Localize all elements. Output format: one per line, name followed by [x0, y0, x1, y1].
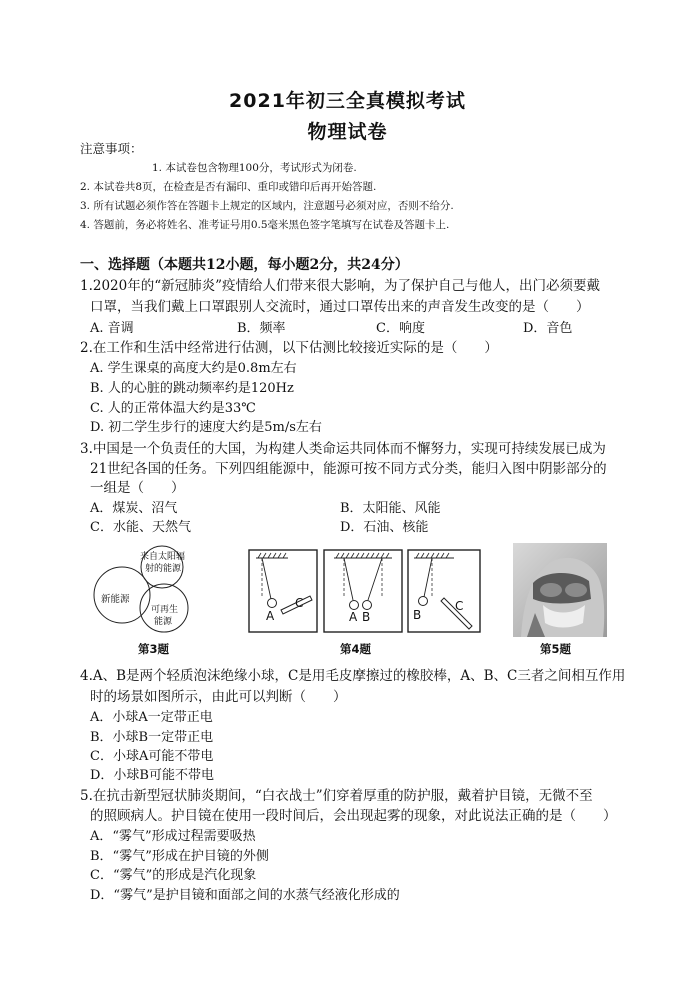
- venn-label-solar-2: 射的能源: [145, 564, 182, 574]
- q3-line-3: 一组是（ ）: [90, 480, 185, 496]
- q2-option-c: C. 人的正常体温大约是33℃: [90, 401, 256, 416]
- q4-option-c: C．小球A可能不带电: [90, 749, 214, 764]
- q2-option-a: A. 学生课桌的高度大约是0.8m左右: [90, 361, 297, 376]
- q3-option-c: C．水能、天然气: [90, 520, 191, 535]
- q5-line-1: 5.在抗击新型冠状肺炎期间，“白衣战士”们穿着厚重的防护服，戴着护目镜，无微不至: [80, 788, 593, 804]
- q3-option-b: B．太阳能、风能: [340, 501, 441, 516]
- exam-subtitle: 物理试卷: [307, 121, 388, 143]
- q3-option-d: D．石油、核能: [340, 520, 429, 535]
- q4-option-a: A．小球A一定带正电: [90, 710, 213, 725]
- section-heading: 一、选择题（本题共12小题，每小题2分，共24分）: [80, 257, 409, 273]
- q2-option-d: D. 初二学生步行的速度大约是5m/s左右: [90, 420, 322, 435]
- q1-option-a: A. 音调: [90, 321, 134, 336]
- q5-option-c: C．“雾气”的形成是汽化现象: [90, 868, 257, 883]
- caption-q3: 第3题: [138, 642, 170, 656]
- q1-option-c: C．响度: [376, 321, 425, 336]
- q1-option-d: D．音色: [523, 321, 573, 336]
- q4-line-2: 时的场景如图所示，由此可以判断（ ）: [90, 689, 347, 705]
- caption-q5: 第5题: [540, 642, 572, 656]
- q1-line-1: 1.2020年的“新冠肺炎”疫情给人们带来很大影响，为了保护自己与他人，出门必须要戴: [80, 278, 601, 294]
- q5-option-a: A．“雾气”形成过程需要吸热: [90, 829, 256, 844]
- notice-item-3: 3. 所有试题必须作答在答题卡上规定的区域内，注意题号必须对应，否则不给分.: [80, 200, 454, 212]
- pendulum-panel-1: [249, 550, 317, 632]
- pendulum-label-a: A: [266, 609, 275, 623]
- q5-option-b: B．“雾气”形成在护目镜的外侧: [90, 849, 269, 864]
- pendulum-label-c2: C: [455, 599, 464, 613]
- q3-option-a: A．煤炭、沼气: [90, 501, 178, 516]
- venn-label-renewable-1: 可再生: [151, 605, 179, 615]
- venn-label-new-energy: 新能源: [101, 594, 130, 605]
- pendulum-label-b: B: [362, 610, 371, 624]
- notice-item-4: 4. 答题前，务必将姓名、准考证号用0.5毫米黑色签字笔填写在试卷及答题卡上.: [80, 219, 450, 231]
- notice-heading: 注意事项：: [80, 141, 143, 156]
- venn-label-solar-1: 来自太阳辐: [140, 552, 186, 562]
- q4-line-1: 4.A、B是两个轻质泡沫绝缘小球，C是用毛皮摩擦过的橡胶棒，A、B、C三者之间相互作用: [80, 668, 626, 684]
- q1-line-2: 口罩，当我们戴上口罩跟别人交流时，通过口罩传出来的声音发生改变的是（ ）: [90, 299, 590, 315]
- q2-line-1: 2.在工作和生活中经常进行估测，以下估测比较接近实际的是（ ）: [80, 340, 498, 356]
- pendulum-label-c: C: [295, 596, 304, 610]
- q4-option-d: D．小球B可能不带电: [90, 768, 214, 783]
- notice-item-2: 2. 本试卷共8页，在检查是否有漏印、重印或错印后再开始答题.: [80, 181, 377, 193]
- q2-option-b: B. 人的心脏的跳动频率约是120Hz: [90, 381, 294, 396]
- q4-option-b: B．小球B一定带正电: [90, 730, 214, 745]
- venn-label-renewable-2: 能源: [154, 617, 173, 627]
- medical-worker-photo: [513, 543, 607, 637]
- notice-item-1: 1. 本试卷包含物理100分，考试形式为闭卷.: [152, 162, 357, 174]
- q3-line-1: 3.中国是一个负责任的大国，为构建人类命运共同体而不懈努力，实现可持续发展已成为: [80, 441, 606, 457]
- exam-title: 2021年初三全真模拟考试: [229, 90, 466, 112]
- q5-line-2: 的照顾病人。护目镜在使用一段时间后，会出现起雾的现象，对此说法正确的是（ ）: [90, 808, 617, 824]
- pendulum-label-a2: A: [349, 610, 358, 624]
- pendulum-label-b2: B: [413, 608, 422, 622]
- q1-option-b: B．频率: [237, 321, 286, 336]
- q5-option-d: D．“雾气”是护目镜和面部之间的水蒸气经液化形成的: [90, 888, 400, 903]
- q3-line-2: 21世纪各国的任务。下列四组能源中，能源可按不同方式分类，能归入图中阴影部分的: [90, 461, 607, 477]
- caption-q4: 第4题: [340, 642, 372, 656]
